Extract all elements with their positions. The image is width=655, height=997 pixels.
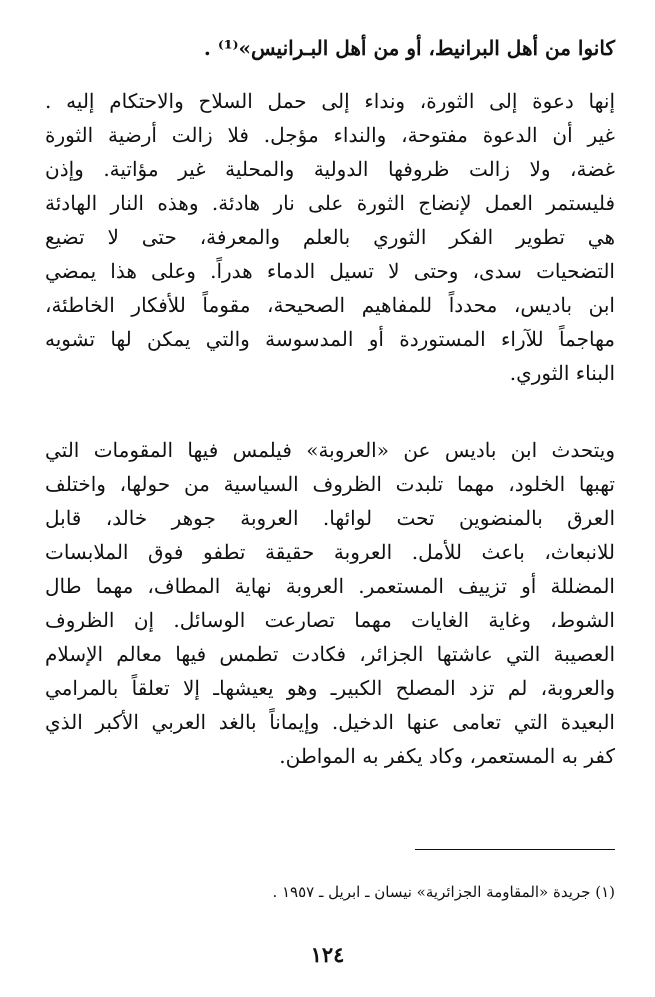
paragraph-line: والعروبة، لم تزد المصلح الكبيرـ وهو يعيشهاـ إلا تعلقاً بالمرامي — [45, 676, 615, 700]
footnote-divider — [415, 849, 615, 850]
paragraph-line: إنها دعوة إلى الثورة، ونداء إلى حمل السلاح والاحتكام إليه . — [45, 89, 615, 113]
paragraph-line: ابن باديس، محدداً للمفاهيم الصحيحة، مقوماً للأفكار الخاطئة، — [45, 293, 615, 317]
page-number: ١٢٤ — [310, 942, 345, 967]
intro-line: كانوا من أهل البرانيط، أو من أهل البـرانيس»⁽¹⁾ . — [203, 36, 615, 60]
paragraph-line: التضحيات سدى، وحتى لا تسيل الدماء هدراً. وعلى هذا يمضي — [45, 259, 615, 283]
footnote: (١) جريدة «المقاومة الجزائرية» نيسان ـ ابريل ـ ١٩٥٧ . — [272, 883, 615, 901]
paragraph-line: غير أن الدعوة مفتوحة، والنداء مؤجل. فلا زالت أرضية الثورة — [45, 123, 615, 147]
paragraph-line: مهاجماً للآراء المستوردة أو المدسوسة والتي يمكن لها تشويه — [45, 327, 615, 351]
paragraph-line: ويتحدث ابن باديس عن «العروبة» فيلمس فيها المقومات التي — [45, 438, 615, 462]
paragraph-line: المضللة أو تزييف المستعمر. العروبة نهاية المطاف، مهما طال — [45, 574, 615, 598]
paragraph-line: البعيدة التي تعامى عنها الدخيل. وإيماناً بالغد العربي الأكبر الذي — [45, 710, 615, 734]
paragraph-line: غضة، ولا زالت ظروفها الدولية والمحلية غير مؤاتية. وإذن — [45, 157, 615, 181]
paragraph-line: الشوط، وغاية الغايات مهما تصارعت الوسائل. إن الظروف — [45, 608, 615, 632]
paragraph-line: كفر به المستعمر، وكاد يكفر به المواطن. — [279, 744, 615, 768]
paragraph-line: العرق بالمنضوين تحت لوائها. العروبة جوهر خالد، قابل — [45, 506, 615, 530]
paragraph-line: هي تطوير الفكر الثوري بالعلم والمعرفة، حتى لا تضيع — [45, 225, 615, 249]
paragraph-line: البناء الثوري. — [509, 361, 615, 385]
paragraph-line: العصيبة التي عاشتها الجزائر، فكادت تطمس فيها معالم الإسلام — [45, 642, 615, 666]
paragraph-line: للانبعاث، باعث للأمل. العروبة حقيقة تطفو فوق الملابسات — [45, 540, 615, 564]
paragraph-line: فليستمر العمل لإنضاج الثورة على نار هادئة. وهذه النار الهادئة — [45, 191, 615, 215]
paragraph-line: تهبها الخلود، مهما تلبدت الظروف السياسية من حولها، واختلف — [45, 472, 615, 496]
